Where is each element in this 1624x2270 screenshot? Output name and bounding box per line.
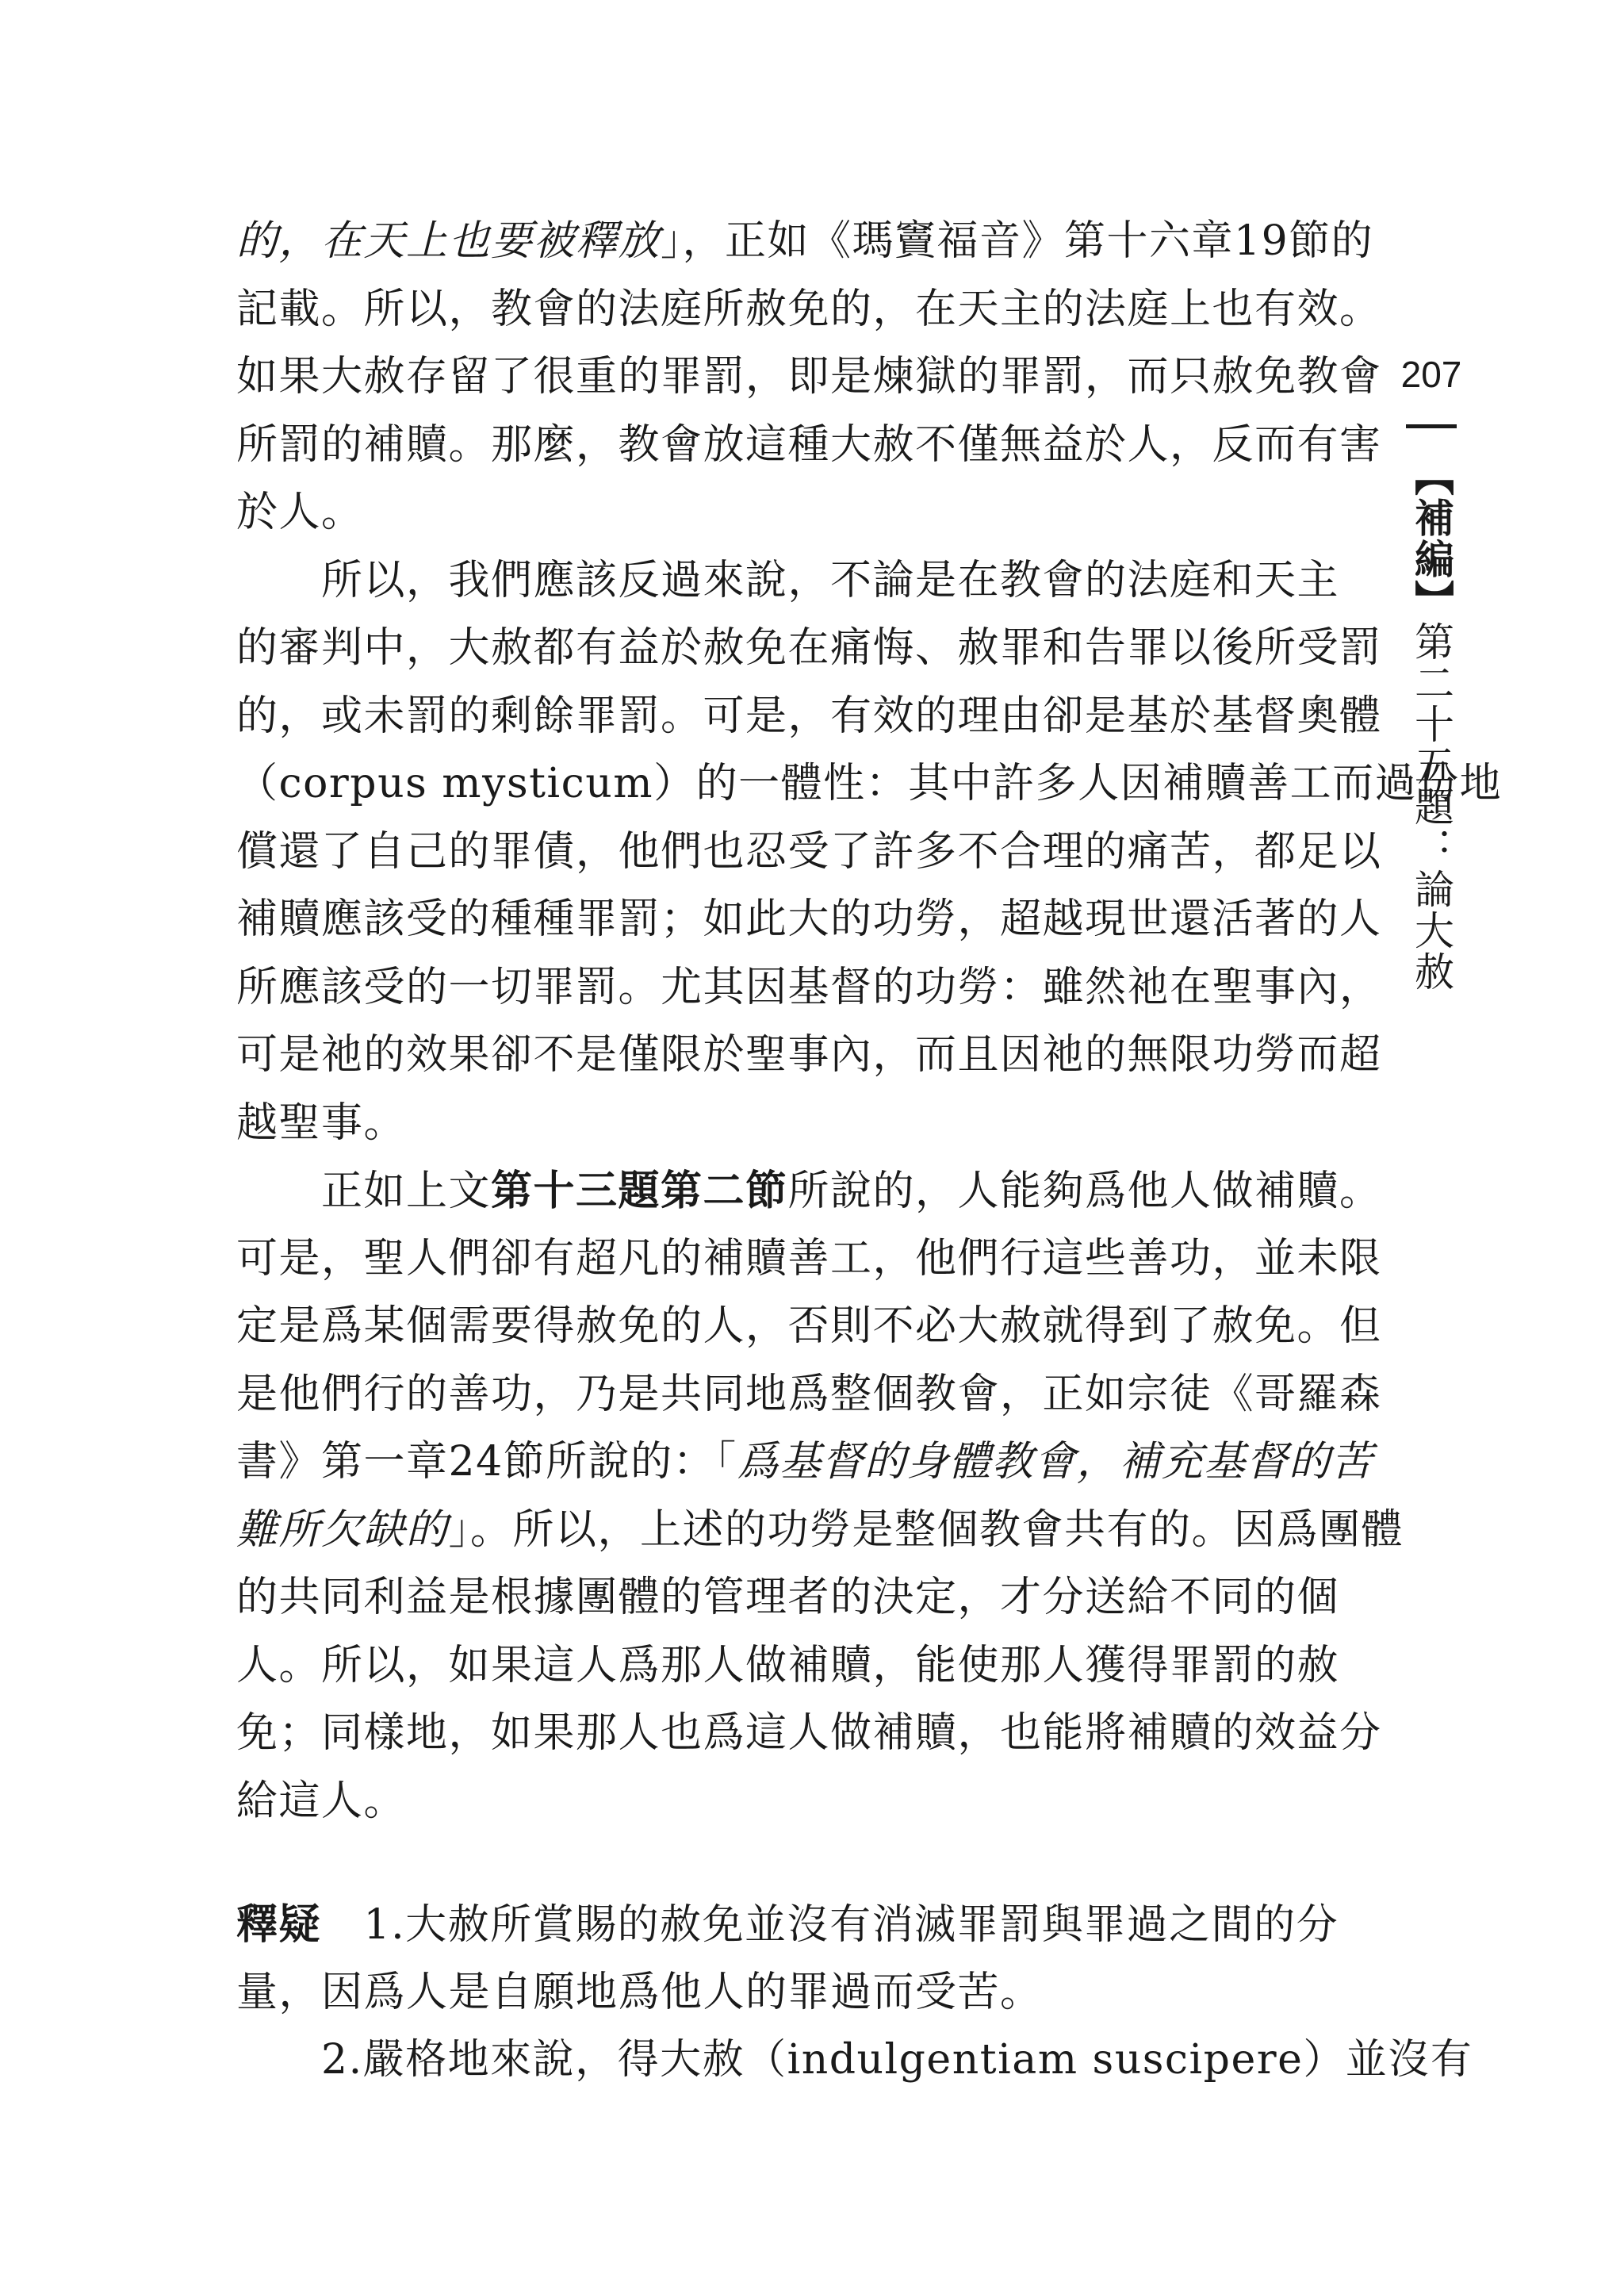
text-segment: 定是爲某個需要得赦免的人，否則不必大赦就得到了赦免。但 [236,1302,1382,1350]
text-line [236,1157,1382,1225]
text-segment: 免；同樣地，如果那人也爲這人做補贖，也能將補贖的效益分 [236,1709,1382,1757]
text-segment: 如果大赦存留了很重的罪罰，即是煉獄的罪罰，而只赦免教會 [236,353,1382,401]
text-line [236,1632,1362,1701]
text-segment: 所應該受的一切罪罰。尤其因基督的功勞：雖然祂在聖事內， [236,963,1382,1011]
quoted-text: 爲基督的身體教會，補充基督的苦 [737,1438,1374,1486]
text-line [236,954,1382,1022]
text-segment: 可是，聖人們卻有超凡的補贖善工，他們行這些善功，並未限 [236,1234,1382,1283]
paragraph-gap [236,1835,1362,1891]
bold-text: 第十三題第二節 [491,1167,788,1215]
text-segment: 」。所以，上述的功勞是整個教會共有的。因爲團體 [448,1505,1404,1554]
text-line [236,479,1362,547]
text-line [236,1700,1382,1768]
bold-text: 釋疑 [236,1900,322,1949]
text-line [236,683,1382,751]
text-segment: 於人。 [236,489,364,536]
text-line [236,1497,1404,1565]
text-segment: 所說的，人能夠爲他人做補贖。 [787,1168,1382,1215]
text-segment: 正如上文 [236,1168,492,1215]
text-line [236,412,1382,480]
text-segment: 是他們行的善功，乃是共同地爲整個教會，正如宗徒《哥羅森 [236,1370,1382,1418]
quoted-text: 的，在天上也要被釋放 [236,217,661,265]
text-line [236,1768,1362,1836]
paragraph [236,208,1382,547]
text-segment: 的共同利益是根據團體的管理者的決定，才分送給不同的個 [236,1574,1340,1621]
text-segment: 可是祂的效果卻不是僅限於聖事內，而且因祂的無限功勞而超 [236,1031,1382,1079]
text-segment: 所以，我們應該反過來說，不論是在教會的法庭和天主 [236,556,1340,604]
text-line [236,1891,1362,1959]
text-segment: 記載。所以，教會的法庭所赦免的，在天主的法庭上也有效。 [236,285,1382,333]
text-line [236,2027,1473,2095]
side-rule [1406,424,1457,428]
text-line [236,886,1382,954]
text-segment: 人。所以，如果這人爲那人做補贖，能使那人獲得罪罰的赦 [236,1641,1340,1689]
text-line [236,1564,1362,1632]
text-segment: 償還了自己的罪債，他們也忍受了許多不合理的痛苦，都足以 [236,827,1382,876]
text-line [236,1361,1382,1429]
text-line [236,750,1503,819]
text-segment: 的審判中，大赦都有益於赦免在痛悔、赦罪和告罪以後所受罰 [236,624,1382,672]
text-segment: 給這人。 [236,1777,407,1825]
text-line [236,547,1362,615]
text-line [236,615,1382,683]
text-line [236,208,1374,276]
paragraph [236,2027,1473,2095]
text-line [236,1293,1382,1361]
text-line [236,343,1382,412]
running-head-title: 第二十五題：論大赦 [1408,621,1454,992]
text-line [236,276,1382,344]
paragraph [236,1891,1362,2027]
page-number: 207 [1400,354,1462,395]
paragraph [236,1157,1404,1835]
text-segment: （corpus mysticum）的一體性：其中許多人因補贖善工而過份地 [236,760,1503,807]
text-line [236,1428,1374,1497]
text-segment: 的，或未罰的剩餘罪罰。可是，有效的理由卻是基於基督奧體 [236,692,1382,740]
text-segment: 補贖應該受的種種罪罰；如此大的功勞，超越現世還活著的人 [236,895,1382,943]
text-line [236,1959,1362,2027]
text-segment: 1.大赦所賞賜的赦免並沒有消滅罪罰與罪過之間的分 [321,1901,1339,1949]
text-line [236,1225,1382,1294]
text-line [236,1022,1382,1090]
quoted-text: 難所欠缺的 [236,1505,449,1554]
text-segment: 量，因爲人是自願地爲他人的罪過而受苦。 [236,1968,1043,2016]
text-segment: 所罰的補贖。那麼，教會放這種大赦不僅無益於人，反而有害 [236,420,1382,469]
text-segment: 2.嚴格地來說，得大赦（indulgentiam suscipere）並沒有 [236,2036,1473,2084]
text-segment: 書》第一章24節所說的：「 [236,1438,737,1486]
text-segment: 」，正如《瑪竇福音》第十六章19節的 [661,217,1374,265]
running-head-section: 【補編】 [1408,456,1454,621]
text-line [236,1090,1362,1158]
text-segment: 越聖事。 [236,1099,407,1147]
running-head [1404,456,1459,992]
text-line [236,819,1382,887]
